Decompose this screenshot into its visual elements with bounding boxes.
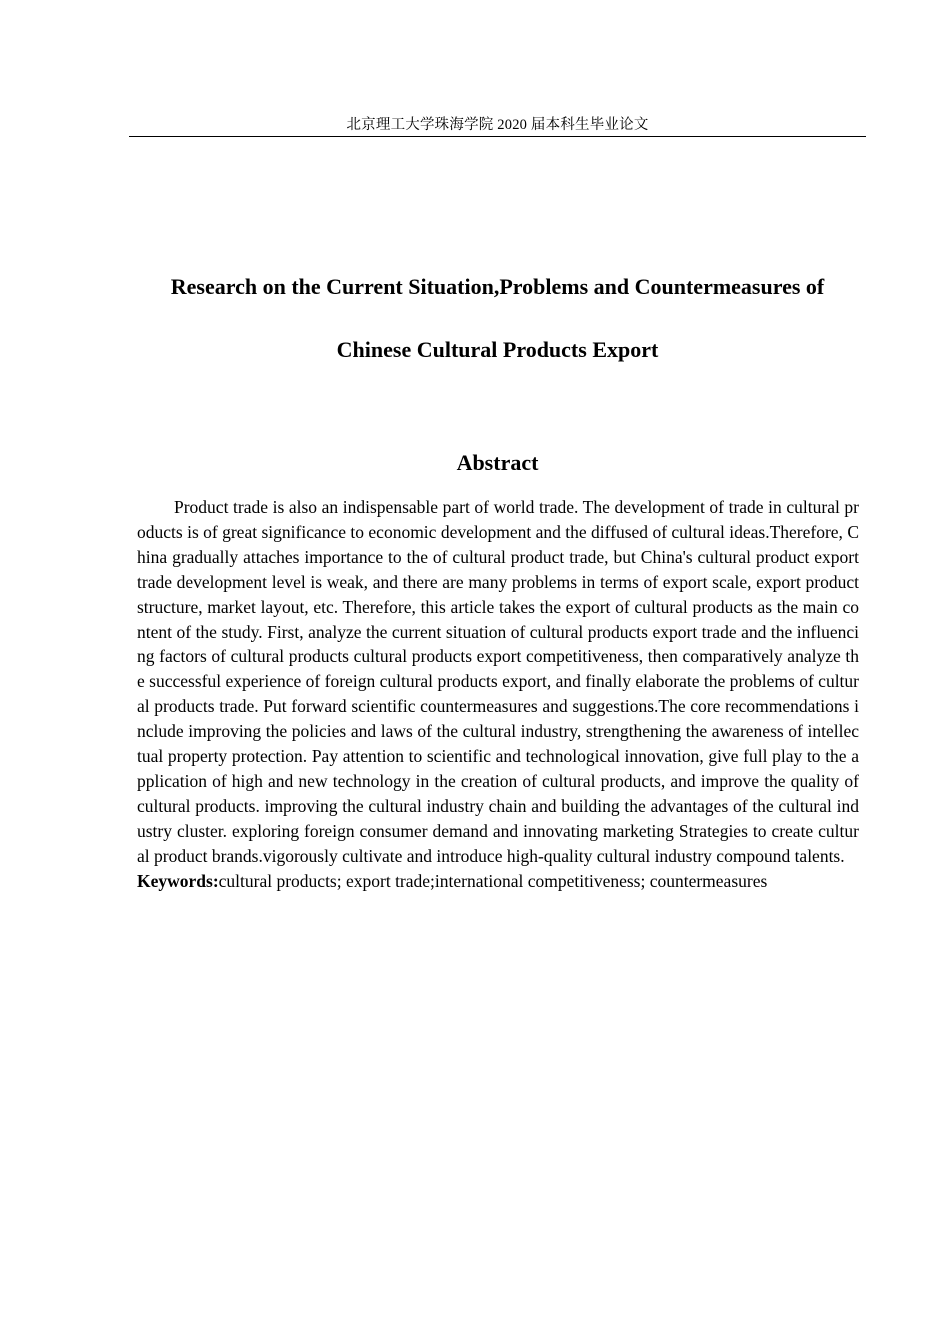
abstract-heading: Abstract (456, 450, 539, 475)
keywords-text: cultural products; export trade;international competitiveness; countermeasures (218, 870, 768, 891)
keywords-line (137, 869, 859, 894)
thesis-title-line-1: Research on the Current Situation,Problems and Countermeasures of (170, 274, 825, 299)
page-header: 北京理工大学珠海学院 2020 届本科生毕业论文 (129, 116, 866, 137)
abstract-section (137, 495, 859, 894)
keywords-label: Keywords: (137, 870, 219, 891)
thesis-title-line-2: Chinese Cultural Products Export (336, 337, 659, 362)
abstract-body: Product trade is also an indispensable part of world trade. The development of trade in cultural products is of great significance to economic development and the diffused of cultural ideas.Therefore, China gradually attaches importance to the of cultural product trade, but China's cultural product export trade development level is weak, and there are many problems in terms of export scale, export product structure, market layout, etc. Therefore, this article takes the export of cultural products as the main content of the study. First, analyze the current situation of cultural products export trade and the influencing factors of cultural products cultural products export competitiveness, then comparatively analyze the successful experience of foreign cultural products export, and finally elaborate the problems of cultural products trade. Put forward scientific countermeasures and suggestions.The core recommendations include improving the policies and laws of the cultural industry, strengthening the awareness of intellectual property protection. Pay attention to scientific and technological innovation, give full play to the application of high and new technology in the creation of cultural products, and improve the quality of cultural products. improving the cultural industry chain and building the advantages of the cultural industry cluster. exploring foreign consumer demand and innovating marketing Strategies to create cultural product brands.vigorously cultivate and introduce high-quality cultural industry compound talents. (137, 497, 859, 866)
